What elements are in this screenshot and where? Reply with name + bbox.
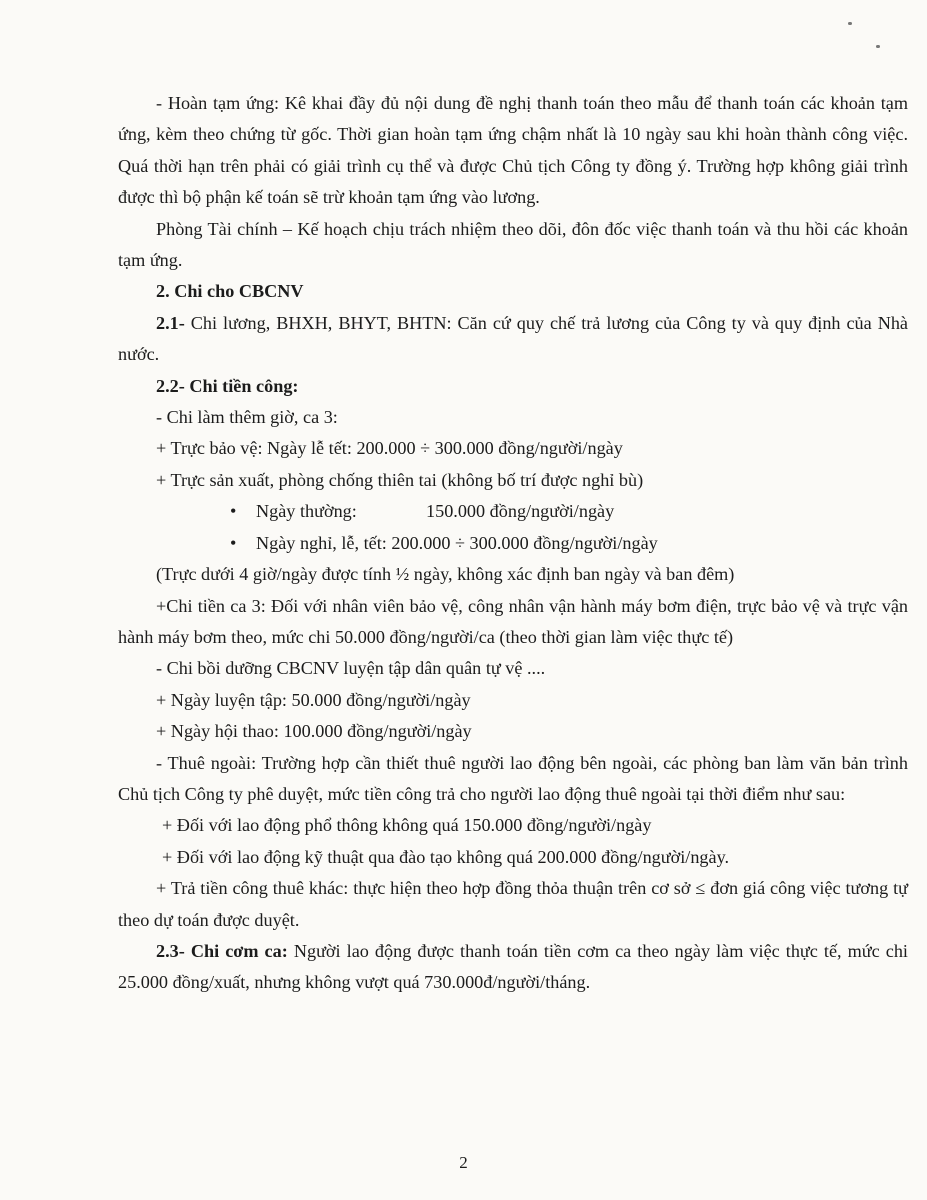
section-2-3-paragraph bbox=[118, 936, 908, 999]
sports-day-line: + Ngày hội thao: 100.000 đồng/người/ngày bbox=[156, 721, 472, 742]
advance-repayment-paragraph: - Hoàn tạm ứng: Kê khai đầy đủ nội dung đề nghị thanh toán theo mẫu để thanh toán các khoản tạm ứng, kèm theo chứng từ gốc. Thời gian hoàn tạm ứng chậm nhất là 10 ngày sau khi hoàn thành công việc. Quá thời hạn trên phải có giải trình cụ thể và được Chủ tịch Công ty đồng ý. Trường hợp không giải trình được thì bộ phận kế toán sẽ trừ khoản tạm ứng vào lương. bbox=[118, 93, 908, 208]
scan-speck bbox=[848, 22, 852, 25]
duty-note-line: (Trực dưới 4 giờ/ngày được tính ½ ngày, không xác định ban ngày và ban đêm) bbox=[156, 564, 735, 585]
bullet-symbol: • bbox=[230, 501, 237, 522]
finance-dept-paragraph: Phòng Tài chính – Kế hoạch chịu trách nhiệm theo dõi, đôn đốc việc thanh toán và thu hồi các khoản tạm ứng. bbox=[118, 218, 908, 271]
normal-day-line bbox=[256, 496, 614, 527]
scan-speck bbox=[876, 45, 880, 48]
section-2-1-label: 2.1- bbox=[156, 312, 185, 333]
page-number: 2 bbox=[459, 1153, 468, 1172]
document-body bbox=[118, 88, 908, 999]
section-2-title: 2. Chi cho CBCNV bbox=[156, 281, 304, 302]
section-2-heading bbox=[118, 276, 908, 307]
guard-duty-line: + Trực bảo vệ: Ngày lễ tết: 200.000 ÷ 300.000 đồng/người/ngày bbox=[156, 438, 623, 459]
section-2-1-paragraph bbox=[118, 308, 908, 371]
other-labor-paragraph: + Trả tiền công thuê khác: thực hiện theo hợp đồng thỏa thuận trên cơ sở ≤ đơn giá công việc tương tự theo dự toán được duyệt. bbox=[118, 878, 908, 930]
section-2-1-text: Chi lương, BHXH, BHYT, BHTN: Căn cứ quy chế trả lương của Công ty và quy định của Nhà nước. bbox=[118, 312, 908, 365]
list-item bbox=[118, 528, 908, 559]
militia-line: - Chi bồi dưỡng CBCNV luyện tập dân quân tự vệ .... bbox=[156, 658, 546, 679]
general-labor-line: + Đối với lao động phổ thông không quá 150.000 đồng/người/ngày bbox=[162, 815, 652, 836]
section-2-3-label: 2.3- Chi cơm ca: bbox=[156, 940, 288, 961]
section-2-2-title: 2.2- Chi tiền công: bbox=[156, 375, 299, 396]
outsourcing-paragraph: - Thuê ngoài: Trường hợp cần thiết thuê người lao động bên ngoài, các phòng ban làm văn bản trình Chủ tịch Công ty phê duyệt, mức tiền công trả cho người lao động thuê ngoài tại thời điểm như sau: bbox=[118, 752, 908, 804]
list-item bbox=[118, 496, 908, 527]
shift3-paragraph: +Chi tiền ca 3: Đối với nhân viên bảo vệ, công nhân vận hành máy bơm điện, trực bảo vệ và trực vận hành máy bơm theo, mức chi 50.000 đồng/người/ca (theo thời gian làm việc thực tế) bbox=[118, 595, 908, 647]
section-2-3-text: Người lao động được thanh toán tiền cơm ca theo ngày làm việc thực tế, mức chi 25.000 đồng/xuất, nhưng không vượt quá 730.000đ/người/tháng. bbox=[118, 940, 908, 993]
section-2-2-heading bbox=[118, 371, 908, 402]
normal-day-value: 150.000 đồng/người/ngày bbox=[426, 501, 615, 522]
bullet-symbol: • bbox=[230, 532, 237, 553]
technical-labor-line: + Đối với lao động kỹ thuật qua đào tạo không quá 200.000 đồng/người/ngày. bbox=[162, 846, 730, 867]
normal-day-label: Ngày thường: bbox=[256, 501, 357, 522]
training-day-line: + Ngày luyện tập: 50.000 đồng/người/ngày bbox=[156, 689, 471, 710]
production-duty-line: + Trực sản xuất, phòng chống thiên tai (không bố trí được nghỉ bù) bbox=[156, 469, 644, 490]
overtime-line: - Chi làm thêm giờ, ca 3: bbox=[156, 407, 338, 428]
holiday-line: Ngày nghỉ, lễ, tết: 200.000 ÷ 300.000 đồng/người/ngày bbox=[256, 532, 658, 553]
